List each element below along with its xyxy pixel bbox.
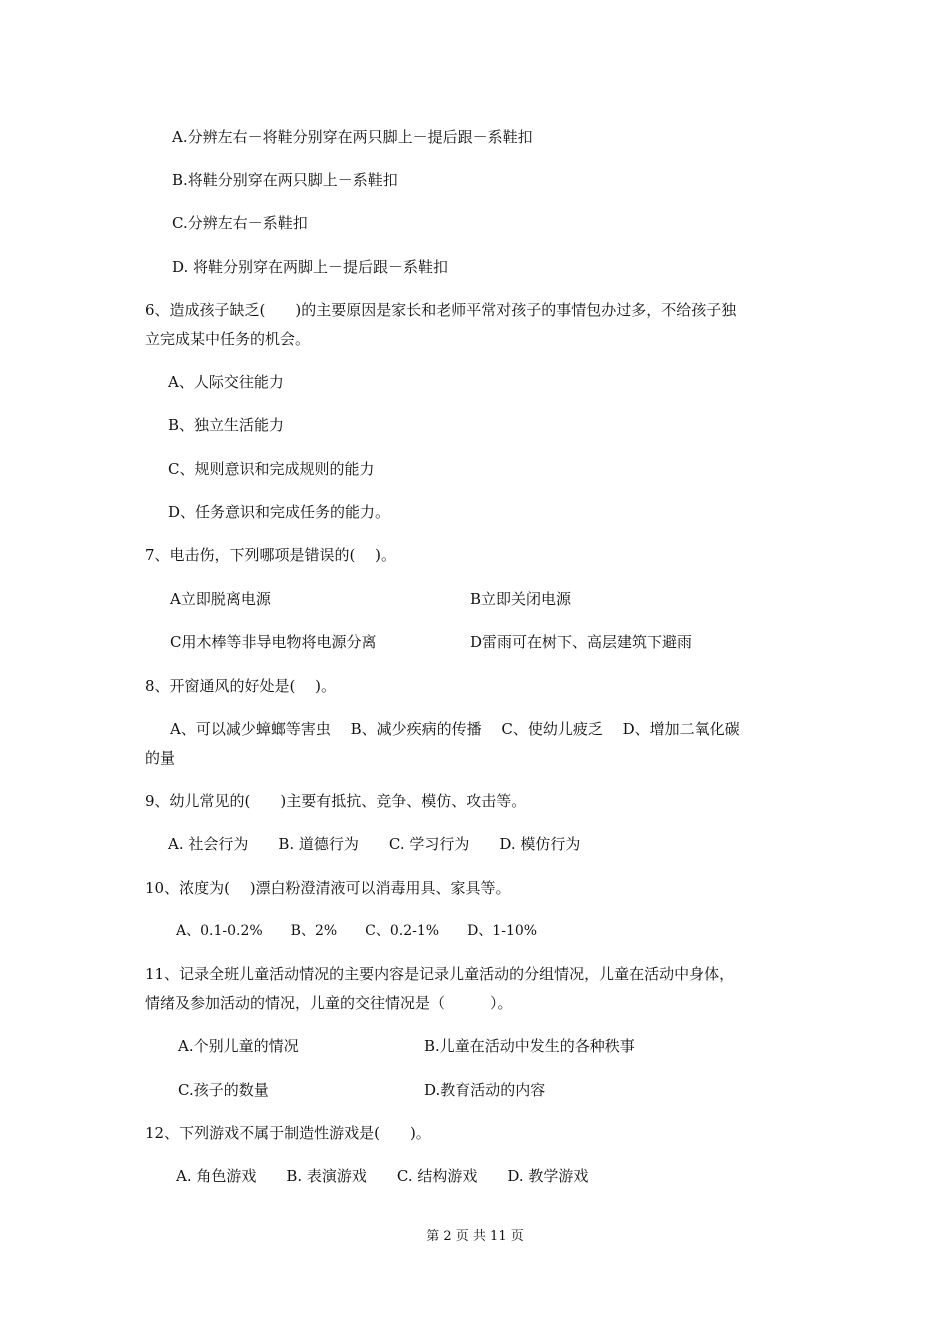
q9-options: A. 社会行为 B. 道德行为 C. 学习行为 D. 模仿行为 [168,835,581,853]
q7-option-b: B立即关闭电源 [470,590,572,608]
q5-option-b: B.将鞋分别穿在两只脚上－系鞋扣 [172,171,398,189]
q5-option-d: D. 将鞋分别穿在两脚上－提后跟－系鞋扣 [172,258,449,276]
q8-options-line2: 的量 [145,749,176,767]
q10-options: A、0.1-0.2% B、2% C、0.2-1% D、1-10% [176,923,538,939]
q6-option-b: B、独立生活能力 [168,416,285,434]
q6-option-a: A、人际交往能力 [168,373,284,391]
q6-stem-line2: 立完成某中任务的机会。 [145,330,311,348]
q12-options: A. 角色游戏 B. 表演游戏 C. 结构游戏 D. 教学游戏 [176,1167,589,1185]
q11-option-d: D.教育活动的内容 [424,1081,546,1099]
q5-option-c: C.分辨左右－系鞋扣 [172,214,308,232]
q7-option-a: A立即脱离电源 [170,590,271,608]
q6-option-c: C、规则意识和完成规则的能力 [168,460,375,478]
q8-options-line1: A、可以减少蟑螂等害虫 B、减少疾病的传播 C、使幼儿疲乏 D、增加二氧化碳 [170,720,740,738]
q6-option-d: D、任务意识和完成任务的能力。 [168,503,391,521]
q11-option-c: C.孩子的数量 [178,1081,269,1099]
q5-option-a: A.分辨左右－将鞋分别穿在两只脚上－提后跟－系鞋扣 [172,128,533,146]
q6-stem-line1: 6、造成孩子缺乏( )的主要原因是家长和老师平常对孩子的事情包办过多，不给孩子独 [145,301,737,319]
q7-option-c: C用木棒等非导电物将电源分离 [170,633,377,651]
q7-option-d: D雷雨可在树下、高层建筑下避雨 [470,633,693,651]
q10-stem: 10、浓度为( )漂白粉澄清液可以消毒用具、家具等。 [145,879,511,897]
q12-stem: 12、下列游戏不属于制造性游戏是( )。 [145,1124,431,1142]
q11-option-a: A.个别儿童的情况 [178,1037,299,1055]
q11-stem-line2: 情绪及参加活动的情况，儿童的交往情况是（ ）。 [145,994,513,1012]
page-footer: 第 2 页 共 11 页 [426,1229,524,1244]
q7-stem: 7、电击伤，下列哪项是错误的( )。 [145,546,397,564]
q11-stem-line1: 11、记录全班儿童活动情况的主要内容是记录儿童活动的分组情况，儿童在活动中身体， [145,965,735,983]
q11-option-b: B.儿童在活动中发生的各种秩事 [424,1037,635,1055]
q9-stem: 9、幼儿常见的( )主要有抵抗、竞争、模仿、攻击等。 [145,792,527,810]
q8-stem: 8、开窗通风的好处是( )。 [145,677,337,695]
